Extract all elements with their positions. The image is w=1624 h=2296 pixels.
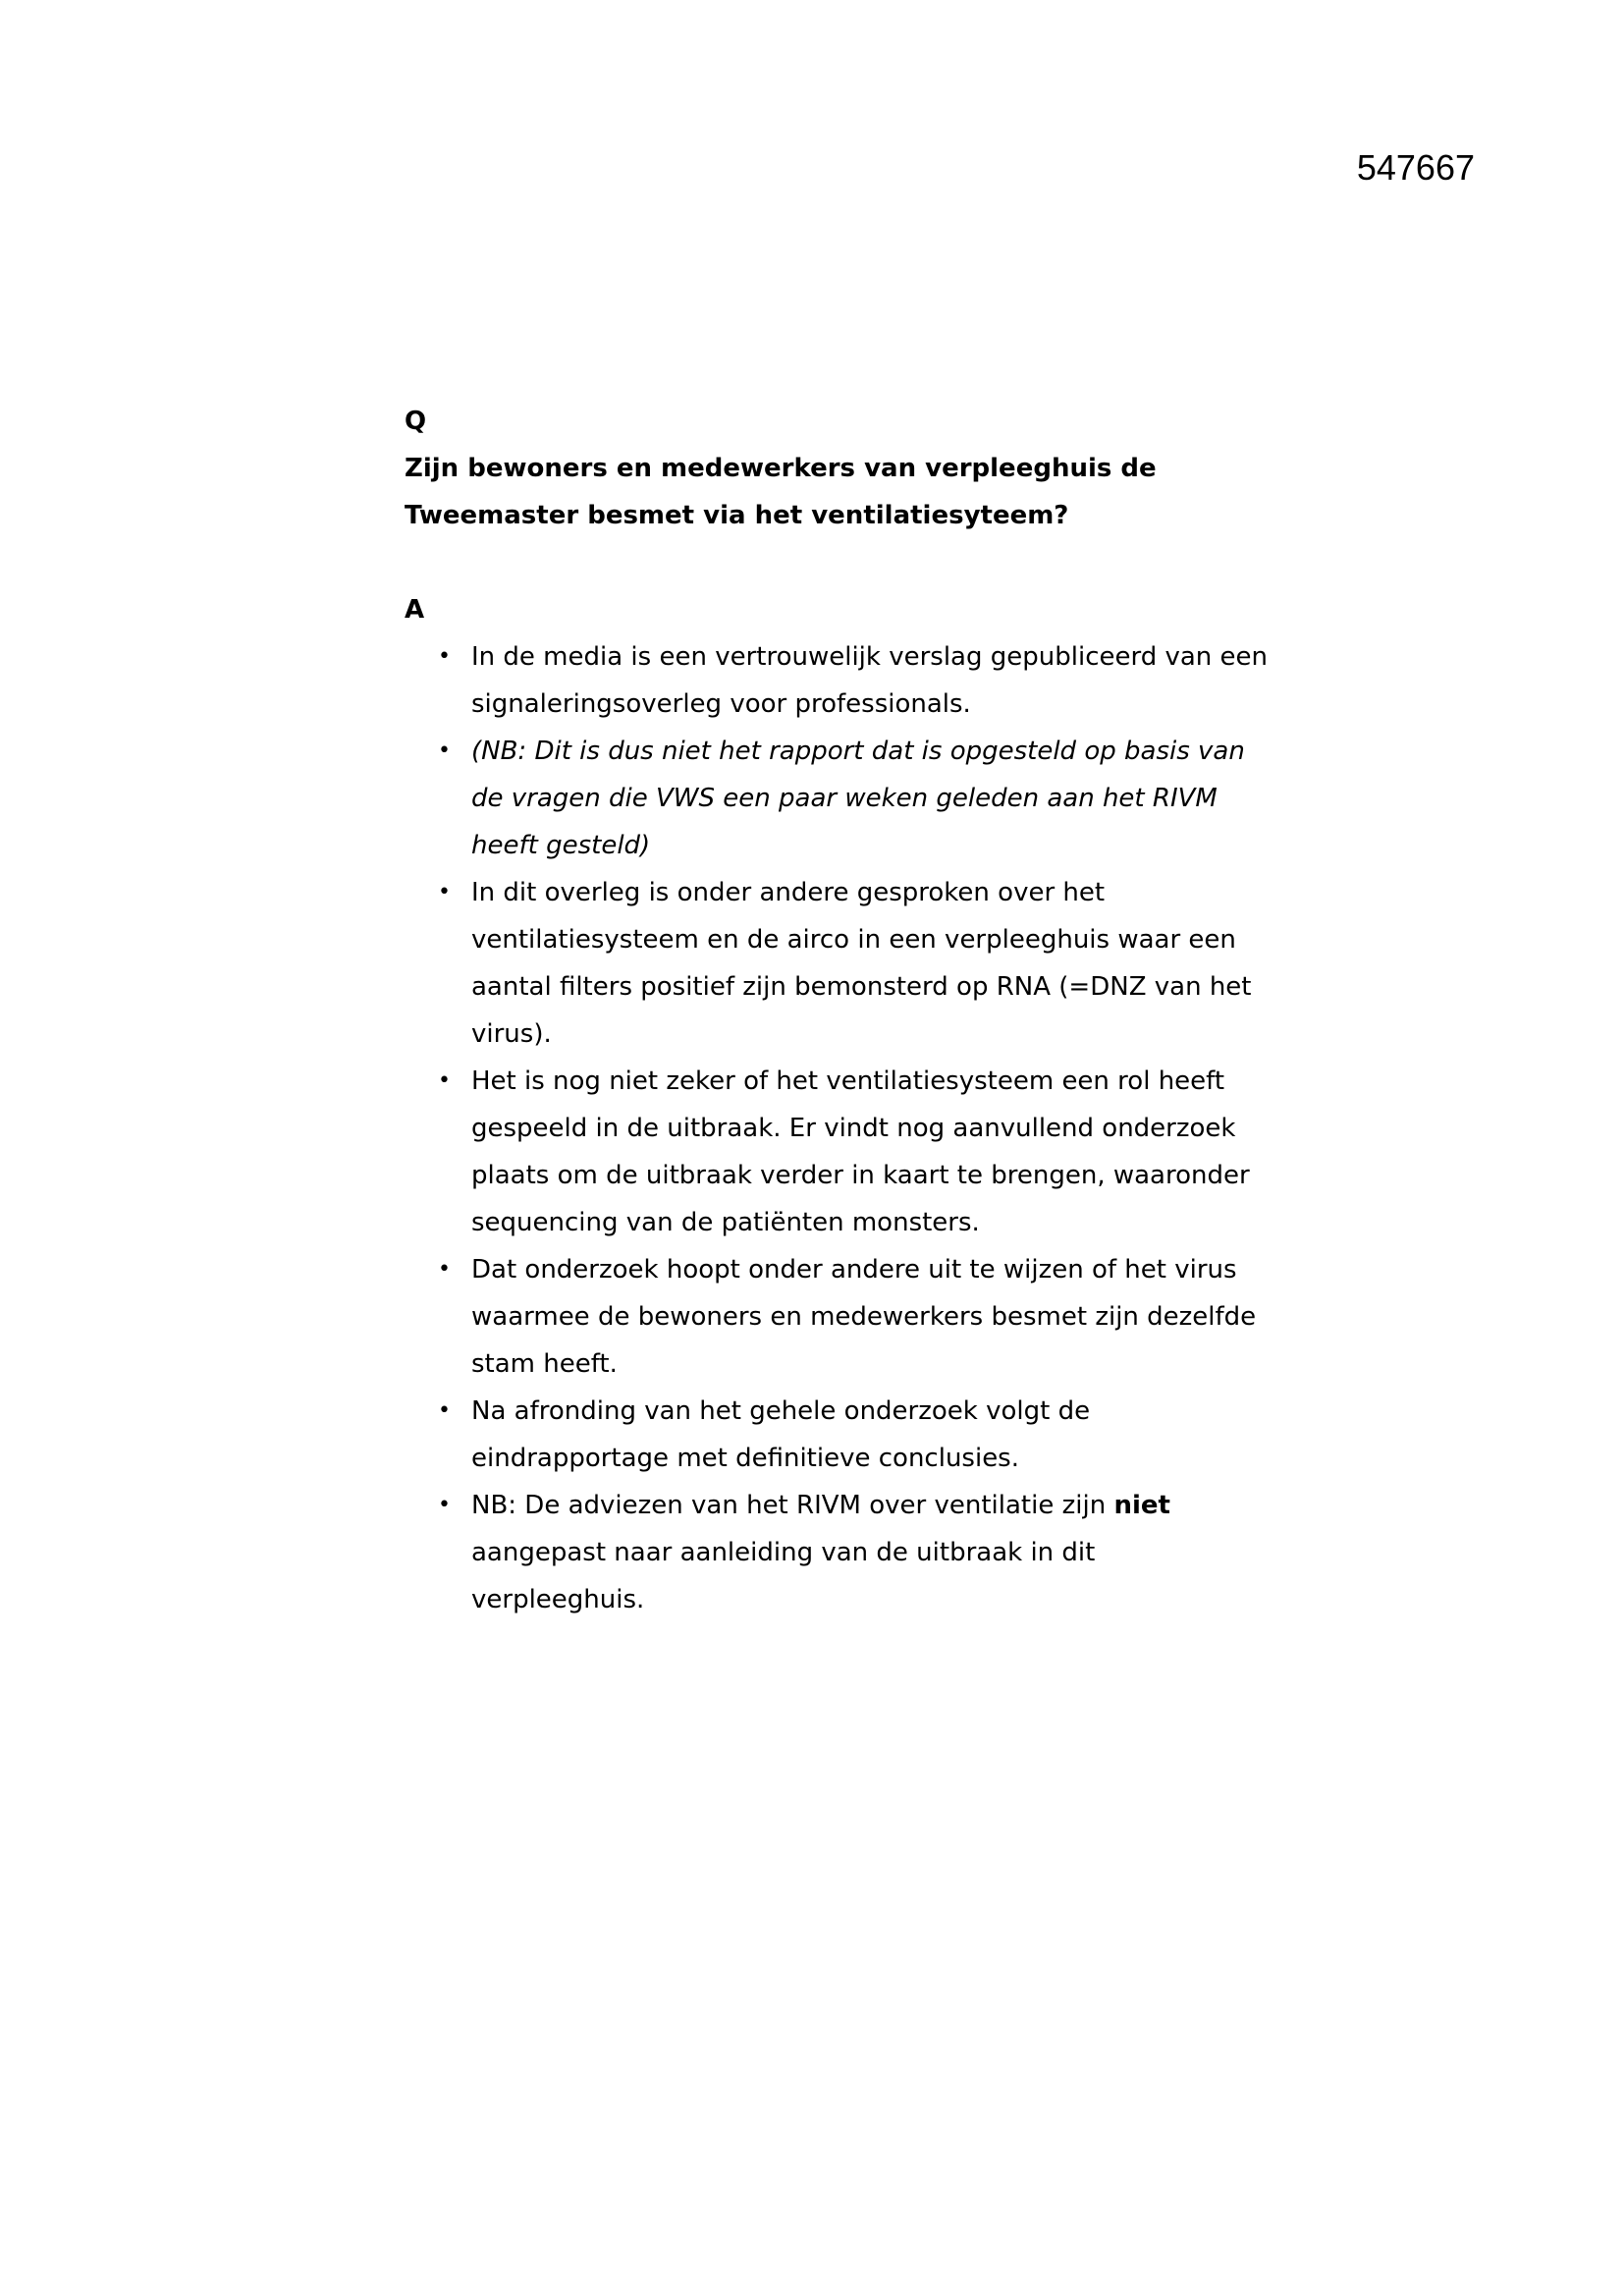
answer-text: Het is nog niet zeker of het ventilatiesysteem een rol heeft gespeeld in de uitbraak. Er vindt nog aanvullend onderzoek plaats om de uitbraak verder in kaart te brengen, waaronder sequencing van de patiënten monsters.: [471, 1066, 1250, 1237]
bullet-icon: •: [438, 644, 451, 669]
document-number: 547667: [1356, 147, 1475, 188]
answer-item: [405, 1388, 1269, 1482]
bullet-icon: •: [438, 738, 451, 763]
answer-text: In dit overleg is onder andere gesproken over het ventilatiesysteem en de airco in een verpleeghuis waar een aantal filters positief zijn bemonsterd op RNA (=DNZ van het virus).: [471, 878, 1252, 1049]
answer-text-after: aangepast naar aanleiding van de uitbraak in dit verpleeghuis.: [471, 1538, 1096, 1614]
answer-text: Na afronding van het gehele onderzoek volgt de eindrapportage met definitieve conclusies.: [471, 1396, 1091, 1473]
qa-content: [405, 398, 1269, 1623]
bullet-icon: •: [438, 1398, 451, 1423]
answer-label: A: [405, 595, 425, 625]
answer-text: Dat onderzoek hoopt onder andere uit te wijzen of het virus waarmee de bewoners en medewerkers besmet zijn dezelfde stam heeft.: [471, 1255, 1257, 1379]
answer-emphasis: niet: [1113, 1491, 1170, 1520]
bullet-icon: •: [438, 1493, 451, 1517]
answer-text-before: NB: De adviezen van het RIVM over ventilatie zijn: [471, 1491, 1114, 1520]
answer-item: [405, 1246, 1269, 1388]
answer-list: [405, 633, 1269, 1623]
answer-item: [405, 1482, 1269, 1623]
question-text: Zijn bewoners en medewerkers van verpleeghuis de Tweemaster besmet via het ventilatiesyteem?: [405, 454, 1157, 530]
answer-item: [405, 728, 1269, 869]
answer-item: [405, 1058, 1269, 1246]
answer-note-text: (NB: Dit is dus niet het rapport dat is opgesteld op basis van de vragen die VWS een paar weken geleden aan het RIVM heeft gesteld): [471, 737, 1245, 860]
answer-text: In de media is een vertrouwelijk verslag gepubliceerd van een signaleringsoverleg voor professionals.: [471, 642, 1269, 719]
answer-item: [405, 869, 1269, 1058]
answer-item: [405, 633, 1269, 728]
bullet-icon: •: [438, 1257, 451, 1282]
bullet-icon: •: [438, 880, 451, 904]
question-label: Q: [405, 407, 427, 436]
bullet-icon: •: [438, 1068, 451, 1093]
